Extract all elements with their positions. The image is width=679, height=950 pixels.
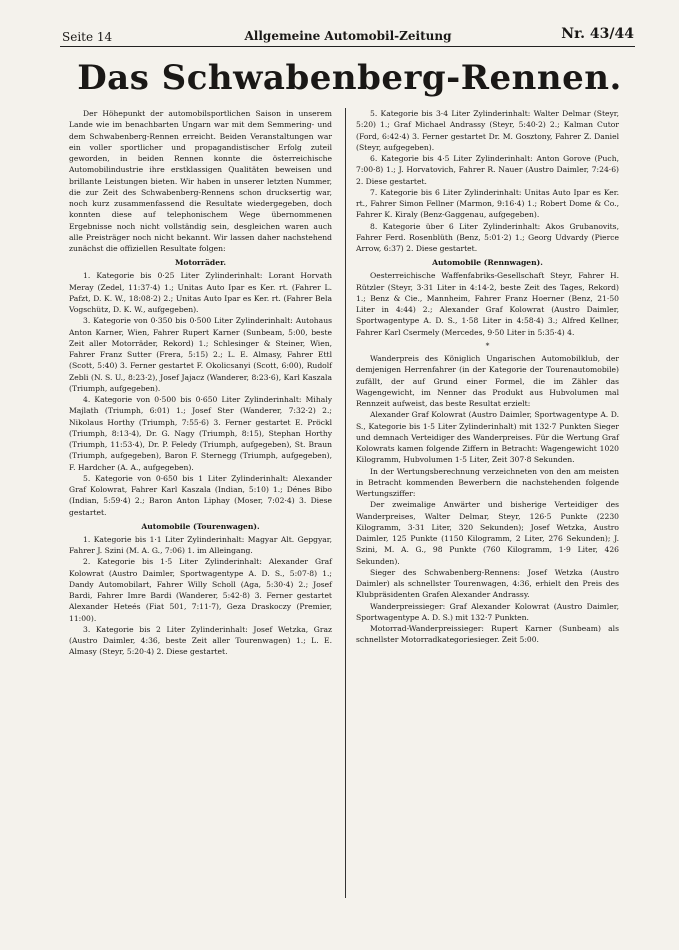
section-heading-motorcycles: Motorräder. — [174, 258, 227, 268]
section-heading-touring-cars: Automobile (Tourenwagen). — [141, 521, 260, 531]
result-paragraph: 7. Kategorie bis 6 Liter Zylinderinhalt: Unitas Auto Ipar es Ker. rt., Fahrer Simon Fellner (Marmon, 9:16·4) 1.; Robert Dome & Co., Fahrer K. Kiraly (Benz-Gaggenau, aufgegeben). — [356, 187, 619, 220]
page-header — [62, 26, 634, 46]
prize-paragraph: In der Wertungsberechnung verzeichneten von den am meisten in Betracht kommenden Bewerbern die nachstehenden folgende Wertungsziffer: — [356, 466, 619, 498]
result-paragraph: 1. Kategorie bis 1·1 Liter Zylinderinhalt: Magyar Alt. Gepgyar, Fahrer J. Szini (M. A. G., 7:06) 1. im Alleingang. — [69, 534, 332, 555]
prize-paragraph: Motorrad-Wanderpreissieger: Rupert Karner (Sunbeam) als schnellster Motorradkategoriesieger. Zeit 5:00. — [356, 624, 619, 645]
result-paragraph: 3. Kategorie von 0·350 bis 0·500 Liter Zylinderinhalt: Autohaus Anton Karner, Wien, Fahrer Rupert Karner (Sunbeam, 5:00, beste Zeit aller Motorräder, Rekord) 1.; Schlesinger & Steiner, Wien, Fahrer Franz Sutter (Frera, 5:15) 2.; L. E. Almasy, Fahrer Ettl (Scott, 5:40) 3. Ferner gestartet F. Okolicsanyi (Scott, 6:00), Rudolf Zebli (N. S. U., 8:23·2), Josef Jajacz (Wanderer, 8:23·6), Karl Kaszala (Triumph, aufgegeben). — [69, 316, 332, 393]
prize-paragraph: Alexander Graf Kolowrat (Austro Daimler, Sportwagentype A. D. S., Kategorie bis 1·5 Liter Zylinderinhalt) mit 132·7 Punkten Sieger und demnach Verteidiger des Wanderpreises. Für die Wertung Graf Kolowrats kamen folgende Ziffern in Betracht: Wagengewicht 1020 Kilogramm, Hubvolumen 1·5 Liter, Zeit 307·8 Sekunden. — [356, 410, 619, 465]
result-paragraph: 8. Kategorie über 6 Liter Zylinderinhalt: Akos Grubanovits, Fahrer Ferd. Rosenblüth (Benz, 5:01·2) 1.; Georg Udvardy (Pierce Arrow, 6:37) 2. Diese gestartet. — [356, 221, 619, 253]
section-separator: * — [485, 340, 490, 350]
result-paragraph: 4. Kategorie von 0·500 bis 0·650 Liter Zylinderinhalt: Mihaly Majlath (Triumph, 6:01) 1.; Josef Ster (Wanderer, 7:32·2) 2.; Nikolaus Horthy (Triumph, 7:55·6) 3. Ferner gestartet E. Pröckl (Triumph, 8:13·4), Dr. G. Nagy (Triumph, 8:15), Stephan Horthy (Triumph, 11:53·4), Dr. P. Feledy (Triumph, aufgegeben), St. Braun (Triumph, aufgegeben), Baron F. Sternegg (Triumph, aufgegeben), F. Hardcher (A. A., aufgegeben). — [69, 395, 332, 472]
right-column — [356, 108, 619, 646]
page-number: Seite 14 — [62, 30, 113, 44]
prize-paragraph: Wanderpreis des Königlich Ungarischen Automobilklub, der demjenigen Herrenfahrer (in der Kategorie der Tourenautomobile) zufällt, der auf Grund einer Formel, die im Zähler das Wagengewicht, im Nenner das Produkt aus Hubvolumen mal Rennzeit aufweist, das beste Resultat erzielt: — [356, 354, 619, 408]
header-rule — [60, 46, 635, 47]
result-paragraph: 2. Kategorie bis 1·5 Liter Zylinderinhalt: Alexander Graf Kolowrat (Austro Daimler, Sportwagentype A. D. S., 5:07·8) 1.; Dandy Automobilart, Fahrer Willy Scholl (Aga, 5:30·4) 2.; Josef Bardi, Fahrer Imre Bardi (Wanderer, 5:42·8) 3. Ferner gestartet Alexander Heteés (Fiat 501, 7:11·7), Geza Draskoczy (Premier, 11:00). — [69, 557, 332, 623]
section-heading-race-cars: Automobile (Rennwagen). — [432, 258, 543, 268]
prize-paragraph: Der zweimalige Anwärter und bisherige Verteidiger des Wanderpreises, Walter Delmar, Steyr, 126·5 Punkte (2230 Kilogramm, 3·31 Liter, 320 Sekunden); Josef Wetzka, Austro Daimler, 125 Punkte (1150 Kilogramm, 2 Liter, 276 Sekunden); J. Szini, M. A. G., 98 Punkte (760 Kilogramm, 1·9 Liter, 426 Sekunden). — [356, 500, 619, 566]
result-paragraph: 1. Kategorie bis 0·25 Liter Zylinderinhalt: Lorant Horvath Meray (Zedel, 11:37·4) 1.; Unitas Auto Ipar es Ker. rt. (Fahrer L. Pafzt, D. K. W., 18:08·2) 2.; Unitas Auto Ipar es Ker. rt. (Fahrer Bela Vogschütz, D. K. W., aufgegeben). — [69, 271, 332, 314]
journal-title: Allgemeine Automobil-Zeitung — [244, 29, 452, 43]
prize-paragraph: Wanderpreissieger: Graf Alexander Kolowrat (Austro Daimler, Sportwagentype A. D. S.) mit 132·7 Punkten. — [356, 601, 619, 622]
article-title: Das Schwabenberg-Rennen. — [77, 58, 622, 98]
issue-number: Nr. 43/44 — [561, 26, 634, 42]
left-column — [69, 108, 332, 658]
prize-paragraph: Sieger des Schwabenberg-Rennens: Josef Wetzka (Austro Daimler) als schnellster Tourenwagen, 4:36, erhielt den Preis des Klubpräsidenten Grafen Alexander Andrassy. — [356, 567, 619, 600]
result-paragraph: Oesterreichische Waffenfabriks-Gesellschaft Steyr, Fahrer H. Rützler (Steyr, 3·31 Liter in 4:14·2, beste Zeit des Tages, Rekord) 1.; Benz & Cie., Mannheim, Fahrer Franz Hoerner (Benz, 21·50 Liter in 4:44) 2.; Alexander Graf Kolowrat (Austro Daimler, Sportwagentype A. D. S., 1·58 Liter in 4:58·4) 3.; Alfred Kellner, Fahrer Karl Csermely (Mercedes, 9·50 Liter in 5:35·4) 4. — [356, 271, 619, 337]
column-divider — [345, 108, 346, 898]
result-paragraph: 5. Kategorie bis 3·4 Liter Zylinderinhalt: Walter Delmar (Steyr, 5:20) 1.; Graf Michael Andrassy (Steyr, 5:40·2) 2.; Kalman Cutor (Ford, 6:42·4) 3. Ferner gestartet Dr. M. Gosztony, Fahrer Z. Daniel (Steyr, aufgegeben). — [356, 109, 619, 152]
result-paragraph: 5. Kategorie von 0·650 bis 1 Liter Zylinderinhalt: Alexander Graf Kolowrat, Fahrer Karl Kaszala (Indian, 5:10) 1.; Dénes Bibo (Indian, 5:59·4) 2.; Baron Anton Liphay (Moser, 7:02·4) 3. Diese gestartet. — [69, 473, 332, 517]
intro-paragraph: Der Höhepunkt der automobilsportlichen Saison in unserem Lande wie im benachbarten Ungarn war mit dem Semmering- und dem Schwabenberg-Rennen erreicht. Beiden Veranstaltungen war ein voller sportlicher und propagandistischer Erfolg zuteil geworden, in beiden Rennen konnte die österreichische Automobilindustrie ihre erstklassigen Qualitäten beweisen und brillante Leistungen bieten. Wir haben in unserer letzten Nummer, die zur Zeit des Schwabenberg-Rennens schon drucksertig war, noch kurz zusammenfassend die Resultate wiedergegeben, doch konnten diese auf telephonischem Wege übernommenen Ergebnisse noch nicht vollständig sein, desgleichen waren auch alle Preisträger noch nicht bekannt. Wir lassen daher nachstehend zunächst die offiziellen Resultate folgen: — [69, 109, 332, 253]
result-paragraph: 3. Kategorie bis 2 Liter Zylinderinhalt: Josef Wetzka, Graz (Austro Daimler, 4:36, beste Zeit aller Tourenwagen) 1.; L. E. Almasy (Steyr, 5:20·4) 2. Diese gestartet. — [69, 624, 332, 657]
result-paragraph: 6. Kategorie bis 4·5 Liter Zylinderinhalt: Anton Gorove (Puch, 7:00·8) 1.; J. Horvatovich, Fahrer R. Nauer (Austro Daimler, 7:24·6) 2. Diese gestartet. — [356, 154, 619, 186]
